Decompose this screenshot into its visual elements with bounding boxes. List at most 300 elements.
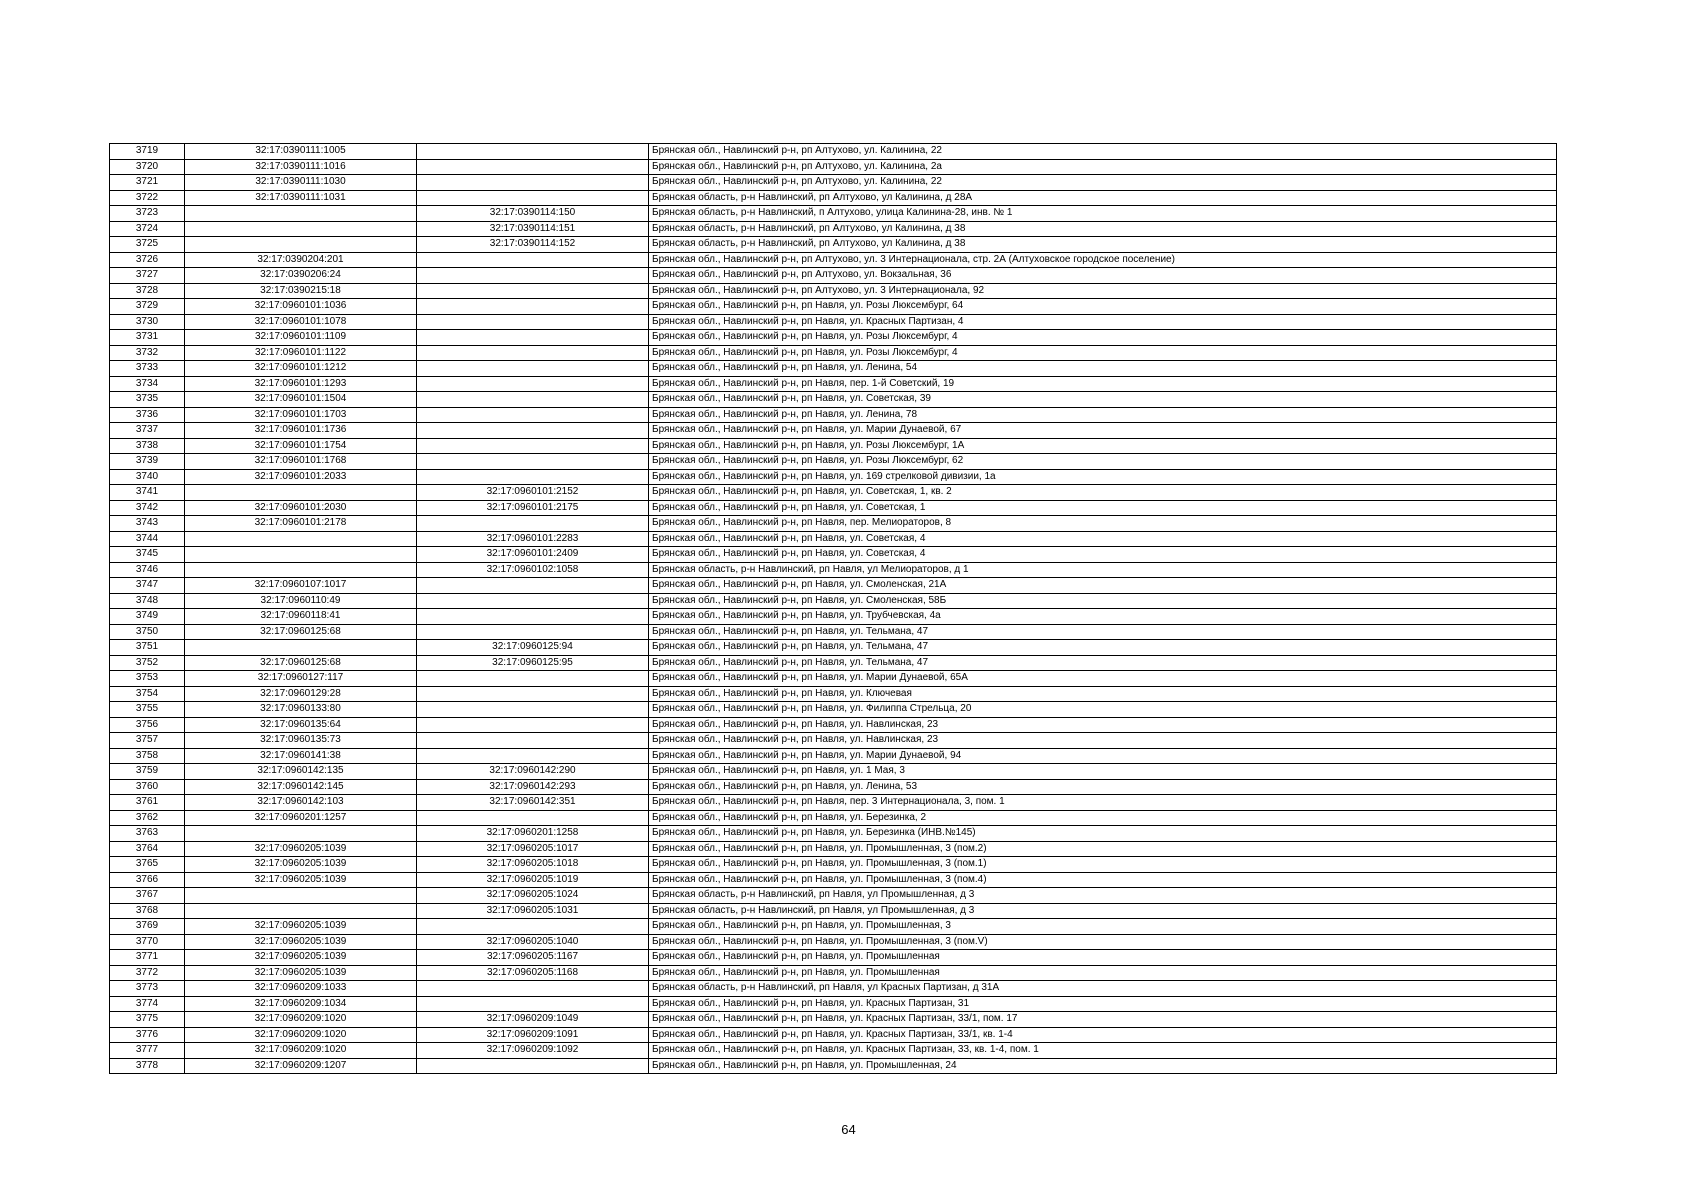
row-number-cell: 3729 <box>110 299 185 315</box>
land-cadastral-number-cell: 32:17:0960209:1207 <box>185 1058 417 1074</box>
building-cadastral-number-cell <box>417 578 649 594</box>
address-cell: Брянская обл., Навлинский р-н, рп Навля, ул. Красных Партизан, 4 <box>649 314 1557 330</box>
row-number-cell: 3748 <box>110 593 185 609</box>
address-cell: Брянская обл., Навлинский р-н, рп Навля, ул. Промышленная, 3 (пом.2) <box>649 841 1557 857</box>
table-row <box>110 655 1557 671</box>
row-number-cell: 3756 <box>110 717 185 733</box>
building-cadastral-number-cell: 32:17:0960205:1019 <box>417 872 649 888</box>
row-number-cell: 3764 <box>110 841 185 857</box>
table-row <box>110 609 1557 625</box>
address-cell: Брянская обл., Навлинский р-н, рп Навля, ул. Тельмана, 47 <box>649 624 1557 640</box>
table-row <box>110 810 1557 826</box>
address-cell: Брянская обл., Навлинский р-н, рп Алтухово, ул. 3 Интернационала, 92 <box>649 283 1557 299</box>
table-row <box>110 299 1557 315</box>
land-cadastral-number-cell <box>185 206 417 222</box>
address-cell: Брянская обл., Навлинский р-н, рп Навля, ул. Розы Люксембург, 62 <box>649 454 1557 470</box>
land-cadastral-number-cell: 32:17:0960118:41 <box>185 609 417 625</box>
building-cadastral-number-cell <box>417 454 649 470</box>
land-cadastral-number-cell: 32:17:0960101:1212 <box>185 361 417 377</box>
row-number-cell: 3724 <box>110 221 185 237</box>
building-cadastral-number-cell <box>417 345 649 361</box>
table-row <box>110 857 1557 873</box>
land-cadastral-number-cell: 32:17:0960205:1039 <box>185 934 417 950</box>
building-cadastral-number-cell <box>417 252 649 268</box>
address-cell: Брянская обл., Навлинский р-н, рп Навля, пер. 1-й Советский, 19 <box>649 376 1557 392</box>
row-number-cell: 3754 <box>110 686 185 702</box>
land-cadastral-number-cell: 32:17:0960135:73 <box>185 733 417 749</box>
land-cadastral-number-cell: 32:17:0960101:1036 <box>185 299 417 315</box>
row-number-cell: 3768 <box>110 903 185 919</box>
table-row <box>110 981 1557 997</box>
address-cell: Брянская обл., Навлинский р-н, рп Навля, ул. Марии Дунаевой, 65А <box>649 671 1557 687</box>
building-cadastral-number-cell <box>417 330 649 346</box>
land-cadastral-number-cell <box>185 888 417 904</box>
row-number-cell: 3773 <box>110 981 185 997</box>
table-row <box>110 903 1557 919</box>
land-cadastral-number-cell: 32:17:0960209:1020 <box>185 1012 417 1028</box>
address-cell: Брянская область, р-н Навлинский, рп Навля, ул Мелиораторов, д 1 <box>649 562 1557 578</box>
address-cell: Брянская обл., Навлинский р-н, рп Навля, ул. Марии Дунаевой, 67 <box>649 423 1557 439</box>
address-cell: Брянская обл., Навлинский р-н, рп Навля, ул. Промышленная <box>649 965 1557 981</box>
table-row <box>110 640 1557 656</box>
table-row <box>110 1027 1557 1043</box>
table-row <box>110 1043 1557 1059</box>
table-row <box>110 624 1557 640</box>
row-number-cell: 3759 <box>110 764 185 780</box>
land-cadastral-number-cell: 32:17:0390215:18 <box>185 283 417 299</box>
address-cell: Брянская обл., Навлинский р-н, рп Навля, ул. Березинка, 2 <box>649 810 1557 826</box>
table-row <box>110 190 1557 206</box>
land-cadastral-number-cell: 32:17:0960101:1109 <box>185 330 417 346</box>
building-cadastral-number-cell: 32:17:0960209:1091 <box>417 1027 649 1043</box>
land-cadastral-number-cell: 32:17:0960101:1504 <box>185 392 417 408</box>
building-cadastral-number-cell: 32:17:0960125:94 <box>417 640 649 656</box>
address-cell: Брянская обл., Навлинский р-н, рп Алтухово, ул. Вокзальная, 36 <box>649 268 1557 284</box>
address-cell: Брянская обл., Навлинский р-н, рп Навля, ул. Ленина, 53 <box>649 779 1557 795</box>
table-row <box>110 159 1557 175</box>
address-cell: Брянская обл., Навлинский р-н, рп Навля, ул. Тельмана, 47 <box>649 640 1557 656</box>
building-cadastral-number-cell: 32:17:0960101:2283 <box>417 531 649 547</box>
row-number-cell: 3751 <box>110 640 185 656</box>
row-number-cell: 3720 <box>110 159 185 175</box>
row-number-cell: 3767 <box>110 888 185 904</box>
table-row <box>110 1058 1557 1074</box>
land-cadastral-number-cell: 32:17:0960201:1257 <box>185 810 417 826</box>
building-cadastral-number-cell <box>417 717 649 733</box>
building-cadastral-number-cell <box>417 268 649 284</box>
row-number-cell: 3763 <box>110 826 185 842</box>
table-row <box>110 764 1557 780</box>
row-number-cell: 3735 <box>110 392 185 408</box>
table-row <box>110 702 1557 718</box>
row-number-cell: 3736 <box>110 407 185 423</box>
land-cadastral-number-cell: 32:17:0960135:64 <box>185 717 417 733</box>
address-cell: Брянская обл., Навлинский р-н, рп Навля, ул. Красных Партизан, 33, кв. 1-4, пом. 1 <box>649 1043 1557 1059</box>
building-cadastral-number-cell <box>417 516 649 532</box>
address-cell: Брянская обл., Навлинский р-н, рп Навля, ул. Березинка (ИНВ.№145) <box>649 826 1557 842</box>
building-cadastral-number-cell: 32:17:0960205:1017 <box>417 841 649 857</box>
table-row <box>110 485 1557 501</box>
land-cadastral-number-cell: 32:17:0960209:1020 <box>185 1043 417 1059</box>
land-cadastral-number-cell: 32:17:0960205:1039 <box>185 919 417 935</box>
land-cadastral-number-cell: 32:17:0960141:38 <box>185 748 417 764</box>
table-row <box>110 314 1557 330</box>
table-row <box>110 779 1557 795</box>
building-cadastral-number-cell <box>417 407 649 423</box>
address-cell: Брянская обл., Навлинский р-н, рп Навля, ул. Промышленная, 3 (пом.4) <box>649 872 1557 888</box>
address-cell: Брянская обл., Навлинский р-н, рп Алтухово, ул. Калинина, 22 <box>649 144 1557 160</box>
address-cell: Брянская обл., Навлинский р-н, рп Навля, ул. Советская, 4 <box>649 547 1557 563</box>
building-cadastral-number-cell <box>417 438 649 454</box>
table-row <box>110 686 1557 702</box>
building-cadastral-number-cell <box>417 624 649 640</box>
address-cell: Брянская обл., Навлинский р-н, рп Навля, ул. Промышленная, 3 (пом.V) <box>649 934 1557 950</box>
row-number-cell: 3737 <box>110 423 185 439</box>
row-number-cell: 3762 <box>110 810 185 826</box>
row-number-cell: 3722 <box>110 190 185 206</box>
building-cadastral-number-cell <box>417 702 649 718</box>
address-cell: Брянская обл., Навлинский р-н, рп Навля, ул. Советская, 4 <box>649 531 1557 547</box>
building-cadastral-number-cell <box>417 159 649 175</box>
building-cadastral-number-cell: 32:17:0960205:1024 <box>417 888 649 904</box>
building-cadastral-number-cell <box>417 593 649 609</box>
address-cell: Брянская обл., Навлинский р-н, рп Навля, ул. 1 Мая, 3 <box>649 764 1557 780</box>
table-row <box>110 206 1557 222</box>
row-number-cell: 3766 <box>110 872 185 888</box>
table-row <box>110 950 1557 966</box>
land-cadastral-number-cell: 32:17:0960133:80 <box>185 702 417 718</box>
table-row <box>110 454 1557 470</box>
address-cell: Брянская обл., Навлинский р-н, рп Навля, пер. Мелиораторов, 8 <box>649 516 1557 532</box>
land-cadastral-number-cell: 32:17:0960205:1039 <box>185 950 417 966</box>
address-cell: Брянская обл., Навлинский р-н, рп Навля, ул. 169 стрелковой дивизии, 1а <box>649 469 1557 485</box>
row-number-cell: 3776 <box>110 1027 185 1043</box>
table-row <box>110 872 1557 888</box>
land-cadastral-number-cell <box>185 562 417 578</box>
land-cadastral-number-cell: 32:17:0960110:49 <box>185 593 417 609</box>
row-number-cell: 3719 <box>110 144 185 160</box>
row-number-cell: 3726 <box>110 252 185 268</box>
table-row <box>110 996 1557 1012</box>
address-cell: Брянская обл., Навлинский р-н, рп Навля, ул. Филиппа Стрельца, 20 <box>649 702 1557 718</box>
row-number-cell: 3746 <box>110 562 185 578</box>
address-cell: Брянская обл., Навлинский р-н, рп Навля, ул. Ленина, 78 <box>649 407 1557 423</box>
building-cadastral-number-cell <box>417 469 649 485</box>
row-number-cell: 3744 <box>110 531 185 547</box>
table-row <box>110 237 1557 253</box>
address-cell: Брянская обл., Навлинский р-н, рп Навля, ул. Красных Партизан, 31 <box>649 996 1557 1012</box>
table-row <box>110 593 1557 609</box>
land-cadastral-number-cell <box>185 826 417 842</box>
address-cell: Брянская обл., Навлинский р-н, рп Навля, ул. Промышленная, 3 <box>649 919 1557 935</box>
address-cell: Брянская обл., Навлинский р-н, рп Навля, ул. Навлинская, 23 <box>649 733 1557 749</box>
land-cadastral-number-cell: 32:17:0390111:1031 <box>185 190 417 206</box>
table-row <box>110 392 1557 408</box>
building-cadastral-number-cell <box>417 144 649 160</box>
row-number-cell: 3758 <box>110 748 185 764</box>
address-cell: Брянская обл., Навлинский р-н, рп Навля, ул. Советская, 1 <box>649 500 1557 516</box>
land-cadastral-number-cell: 32:17:0960205:1039 <box>185 872 417 888</box>
row-number-cell: 3743 <box>110 516 185 532</box>
table-row <box>110 1012 1557 1028</box>
building-cadastral-number-cell <box>417 981 649 997</box>
row-number-cell: 3745 <box>110 547 185 563</box>
land-cadastral-number-cell <box>185 237 417 253</box>
land-cadastral-number-cell: 32:17:0960127:117 <box>185 671 417 687</box>
building-cadastral-number-cell <box>417 361 649 377</box>
row-number-cell: 3739 <box>110 454 185 470</box>
land-cadastral-number-cell: 32:17:0960142:103 <box>185 795 417 811</box>
table-row <box>110 221 1557 237</box>
address-cell: Брянская обл., Навлинский р-н, рп Навля, ул. Ключевая <box>649 686 1557 702</box>
address-cell: Брянская область, р-н Навлинский, рп Алтухово, ул Калинина, д 38 <box>649 237 1557 253</box>
address-cell: Брянская область, р-н Навлинский, рп Алтухово, ул Калинина, д 38 <box>649 221 1557 237</box>
land-cadastral-number-cell: 32:17:0960125:68 <box>185 655 417 671</box>
building-cadastral-number-cell <box>417 810 649 826</box>
land-cadastral-number-cell: 32:17:0390206:24 <box>185 268 417 284</box>
address-cell: Брянская обл., Навлинский р-н, рп Навля, ул. Промышленная, 3 (пом.1) <box>649 857 1557 873</box>
address-cell: Брянская обл., Навлинский р-н, рп Навля, ул. Тельмана, 47 <box>649 655 1557 671</box>
land-cadastral-number-cell: 32:17:0960142:145 <box>185 779 417 795</box>
building-cadastral-number-cell: 32:17:0960201:1258 <box>417 826 649 842</box>
row-number-cell: 3753 <box>110 671 185 687</box>
row-number-cell: 3761 <box>110 795 185 811</box>
building-cadastral-number-cell: 32:17:0960205:1018 <box>417 857 649 873</box>
address-cell: Брянская обл., Навлинский р-н, рп Навля, ул. Красных Партизан, 33/1, пом. 17 <box>649 1012 1557 1028</box>
table-row <box>110 144 1557 160</box>
building-cadastral-number-cell: 32:17:0960142:351 <box>417 795 649 811</box>
land-cadastral-number-cell: 32:17:0960205:1039 <box>185 857 417 873</box>
building-cadastral-number-cell <box>417 392 649 408</box>
table-row <box>110 469 1557 485</box>
land-cadastral-number-cell: 32:17:0960209:1020 <box>185 1027 417 1043</box>
address-cell: Брянская обл., Навлинский р-н, рп Навля, ул. Промышленная <box>649 950 1557 966</box>
land-cadastral-number-cell <box>185 640 417 656</box>
land-cadastral-number-cell: 32:17:0390111:1005 <box>185 144 417 160</box>
building-cadastral-number-cell: 32:17:0960205:1040 <box>417 934 649 950</box>
address-cell: Брянская обл., Навлинский р-н, рп Навля, ул. Промышленная, 24 <box>649 1058 1557 1074</box>
table-row <box>110 516 1557 532</box>
table-row <box>110 841 1557 857</box>
building-cadastral-number-cell <box>417 190 649 206</box>
row-number-cell: 3752 <box>110 655 185 671</box>
row-number-cell: 3728 <box>110 283 185 299</box>
table-row <box>110 423 1557 439</box>
building-cadastral-number-cell <box>417 423 649 439</box>
land-cadastral-number-cell: 32:17:0960101:2178 <box>185 516 417 532</box>
table-row <box>110 175 1557 191</box>
address-cell: Брянская обл., Навлинский р-н, рп Навля, ул. Советская, 39 <box>649 392 1557 408</box>
building-cadastral-number-cell <box>417 1058 649 1074</box>
table-row <box>110 407 1557 423</box>
address-cell: Брянская обл., Навлинский р-н, рп Навля, ул. Марии Дунаевой, 94 <box>649 748 1557 764</box>
building-cadastral-number-cell: 32:17:0960209:1049 <box>417 1012 649 1028</box>
address-cell: Брянская обл., Навлинский р-н, рп Навля, ул. Трубчевская, 4а <box>649 609 1557 625</box>
building-cadastral-number-cell: 32:17:0960142:293 <box>417 779 649 795</box>
table-row <box>110 795 1557 811</box>
table-row <box>110 965 1557 981</box>
land-cadastral-number-cell: 32:17:0960101:1768 <box>185 454 417 470</box>
building-cadastral-number-cell <box>417 671 649 687</box>
address-cell: Брянская обл., Навлинский р-н, рп Навля, ул. Смоленская, 58Б <box>649 593 1557 609</box>
row-number-cell: 3725 <box>110 237 185 253</box>
table-row <box>110 671 1557 687</box>
table-row <box>110 500 1557 516</box>
land-cadastral-number-cell: 32:17:0960209:1033 <box>185 981 417 997</box>
building-cadastral-number-cell: 32:17:0390114:150 <box>417 206 649 222</box>
land-cadastral-number-cell <box>185 221 417 237</box>
address-cell: Брянская область, р-н Навлинский, рп Алтухово, ул Калинина, д 28А <box>649 190 1557 206</box>
building-cadastral-number-cell: 32:17:0960142:290 <box>417 764 649 780</box>
building-cadastral-number-cell: 32:17:0960102:1058 <box>417 562 649 578</box>
land-cadastral-number-cell: 32:17:0960101:2030 <box>185 500 417 516</box>
building-cadastral-number-cell <box>417 733 649 749</box>
building-cadastral-number-cell: 32:17:0960205:1168 <box>417 965 649 981</box>
row-number-cell: 3778 <box>110 1058 185 1074</box>
table-row <box>110 562 1557 578</box>
address-cell: Брянская обл., Навлинский р-н, рп Навля, ул. Ленина, 54 <box>649 361 1557 377</box>
building-cadastral-number-cell: 32:17:0960125:95 <box>417 655 649 671</box>
land-cadastral-number-cell <box>185 531 417 547</box>
building-cadastral-number-cell <box>417 686 649 702</box>
land-cadastral-number-cell <box>185 485 417 501</box>
address-cell: Брянская обл., Навлинский р-н, рп Алтухово, ул. 3 Интернационала, стр. 2А (Алтуховское городское поселение) <box>649 252 1557 268</box>
building-cadastral-number-cell <box>417 299 649 315</box>
row-number-cell: 3770 <box>110 934 185 950</box>
row-number-cell: 3757 <box>110 733 185 749</box>
building-cadastral-number-cell <box>417 175 649 191</box>
row-number-cell: 3740 <box>110 469 185 485</box>
building-cadastral-number-cell: 32:17:0960101:2175 <box>417 500 649 516</box>
address-cell: Брянская обл., Навлинский р-н, рп Навля, пер. 3 Интернационала, 3, пом. 1 <box>649 795 1557 811</box>
land-cadastral-number-cell: 32:17:0960129:28 <box>185 686 417 702</box>
address-cell: Брянская обл., Навлинский р-н, рп Навля, ул. Розы Люксембург, 4 <box>649 330 1557 346</box>
land-cadastral-number-cell: 32:17:0960209:1034 <box>185 996 417 1012</box>
row-number-cell: 3733 <box>110 361 185 377</box>
land-cadastral-number-cell: 32:17:0960101:1754 <box>185 438 417 454</box>
table-row <box>110 919 1557 935</box>
land-cadastral-number-cell: 32:17:0390204:201 <box>185 252 417 268</box>
table-row <box>110 934 1557 950</box>
land-cadastral-number-cell: 32:17:0390111:1016 <box>185 159 417 175</box>
land-cadastral-number-cell: 32:17:0960107:1017 <box>185 578 417 594</box>
land-cadastral-number-cell: 32:17:0960101:2033 <box>185 469 417 485</box>
building-cadastral-number-cell <box>417 609 649 625</box>
land-cadastral-number-cell: 32:17:0390111:1030 <box>185 175 417 191</box>
row-number-cell: 3738 <box>110 438 185 454</box>
building-cadastral-number-cell: 32:17:0960209:1092 <box>417 1043 649 1059</box>
table-row <box>110 578 1557 594</box>
row-number-cell: 3732 <box>110 345 185 361</box>
row-number-cell: 3749 <box>110 609 185 625</box>
table-row <box>110 376 1557 392</box>
row-number-cell: 3769 <box>110 919 185 935</box>
address-cell: Брянская обл., Навлинский р-н, рп Навля, ул. Розы Люксембург, 64 <box>649 299 1557 315</box>
table-row <box>110 748 1557 764</box>
table-row <box>110 717 1557 733</box>
row-number-cell: 3721 <box>110 175 185 191</box>
row-number-cell: 3734 <box>110 376 185 392</box>
address-cell: Брянская область, р-н Навлинский, рп Навля, ул Промышленная, д 3 <box>649 903 1557 919</box>
address-cell: Брянская обл., Навлинский р-н, рп Навля, ул. Советская, 1, кв. 2 <box>649 485 1557 501</box>
row-number-cell: 3747 <box>110 578 185 594</box>
table-row <box>110 330 1557 346</box>
building-cadastral-number-cell <box>417 748 649 764</box>
table-row <box>110 283 1557 299</box>
row-number-cell: 3760 <box>110 779 185 795</box>
table-row <box>110 345 1557 361</box>
table-row <box>110 733 1557 749</box>
land-cadastral-number-cell <box>185 547 417 563</box>
registry-table-body <box>110 144 1557 1074</box>
table-row <box>110 826 1557 842</box>
building-cadastral-number-cell: 32:17:0960205:1167 <box>417 950 649 966</box>
land-cadastral-number-cell: 32:17:0960125:68 <box>185 624 417 640</box>
table-row <box>110 531 1557 547</box>
land-cadastral-number-cell: 32:17:0960101:1078 <box>185 314 417 330</box>
row-number-cell: 3775 <box>110 1012 185 1028</box>
table-row <box>110 888 1557 904</box>
table-row <box>110 268 1557 284</box>
row-number-cell: 3730 <box>110 314 185 330</box>
address-cell: Брянская обл., Навлинский р-н, рп Алтухово, ул. Калинина, 2а <box>649 159 1557 175</box>
land-cadastral-number-cell: 32:17:0960101:1122 <box>185 345 417 361</box>
building-cadastral-number-cell: 32:17:0960101:2152 <box>417 485 649 501</box>
row-number-cell: 3774 <box>110 996 185 1012</box>
building-cadastral-number-cell: 32:17:0960101:2409 <box>417 547 649 563</box>
table-row <box>110 438 1557 454</box>
address-cell: Брянская обл., Навлинский р-н, рп Алтухово, ул. Калинина, 22 <box>649 175 1557 191</box>
building-cadastral-number-cell <box>417 919 649 935</box>
building-cadastral-number-cell: 32:17:0960205:1031 <box>417 903 649 919</box>
table-row <box>110 252 1557 268</box>
row-number-cell: 3731 <box>110 330 185 346</box>
row-number-cell: 3727 <box>110 268 185 284</box>
address-cell: Брянская область, р-н Навлинский, рп Навля, ул Промышленная, д 3 <box>649 888 1557 904</box>
row-number-cell: 3750 <box>110 624 185 640</box>
row-number-cell: 3723 <box>110 206 185 222</box>
land-cadastral-number-cell <box>185 903 417 919</box>
building-cadastral-number-cell: 32:17:0390114:151 <box>417 221 649 237</box>
building-cadastral-number-cell: 32:17:0390114:152 <box>417 237 649 253</box>
land-cadastral-number-cell: 32:17:0960101:1736 <box>185 423 417 439</box>
table-row <box>110 547 1557 563</box>
address-cell: Брянская область, р-н Навлинский, рп Навля, ул Красных Партизан, д 31А <box>649 981 1557 997</box>
land-cadastral-number-cell: 32:17:0960101:1703 <box>185 407 417 423</box>
address-cell: Брянская обл., Навлинский р-н, рп Навля, ул. Смоленская, 21А <box>649 578 1557 594</box>
land-cadastral-number-cell: 32:17:0960205:1039 <box>185 841 417 857</box>
table-row <box>110 361 1557 377</box>
address-cell: Брянская обл., Навлинский р-н, рп Навля, ул. Красных Партизан, 33/1, кв. 1-4 <box>649 1027 1557 1043</box>
building-cadastral-number-cell <box>417 996 649 1012</box>
row-number-cell: 3765 <box>110 857 185 873</box>
row-number-cell: 3772 <box>110 965 185 981</box>
page-number: 64 <box>841 1122 856 1137</box>
row-number-cell: 3742 <box>110 500 185 516</box>
row-number-cell: 3755 <box>110 702 185 718</box>
building-cadastral-number-cell <box>417 314 649 330</box>
row-number-cell: 3771 <box>110 950 185 966</box>
row-number-cell: 3741 <box>110 485 185 501</box>
address-cell: Брянская обл., Навлинский р-н, рп Навля, ул. Розы Люксембург, 4 <box>649 345 1557 361</box>
land-cadastral-number-cell: 32:17:0960101:1293 <box>185 376 417 392</box>
address-cell: Брянская область, р-н Навлинский, п Алтухово, улица Калинина-28, инв. № 1 <box>649 206 1557 222</box>
address-cell: Брянская обл., Навлинский р-н, рп Навля, ул. Розы Люксембург, 1А <box>649 438 1557 454</box>
land-cadastral-number-cell: 32:17:0960142:135 <box>185 764 417 780</box>
building-cadastral-number-cell <box>417 283 649 299</box>
building-cadastral-number-cell <box>417 376 649 392</box>
address-cell: Брянская обл., Навлинский р-н, рп Навля, ул. Навлинская, 23 <box>649 717 1557 733</box>
